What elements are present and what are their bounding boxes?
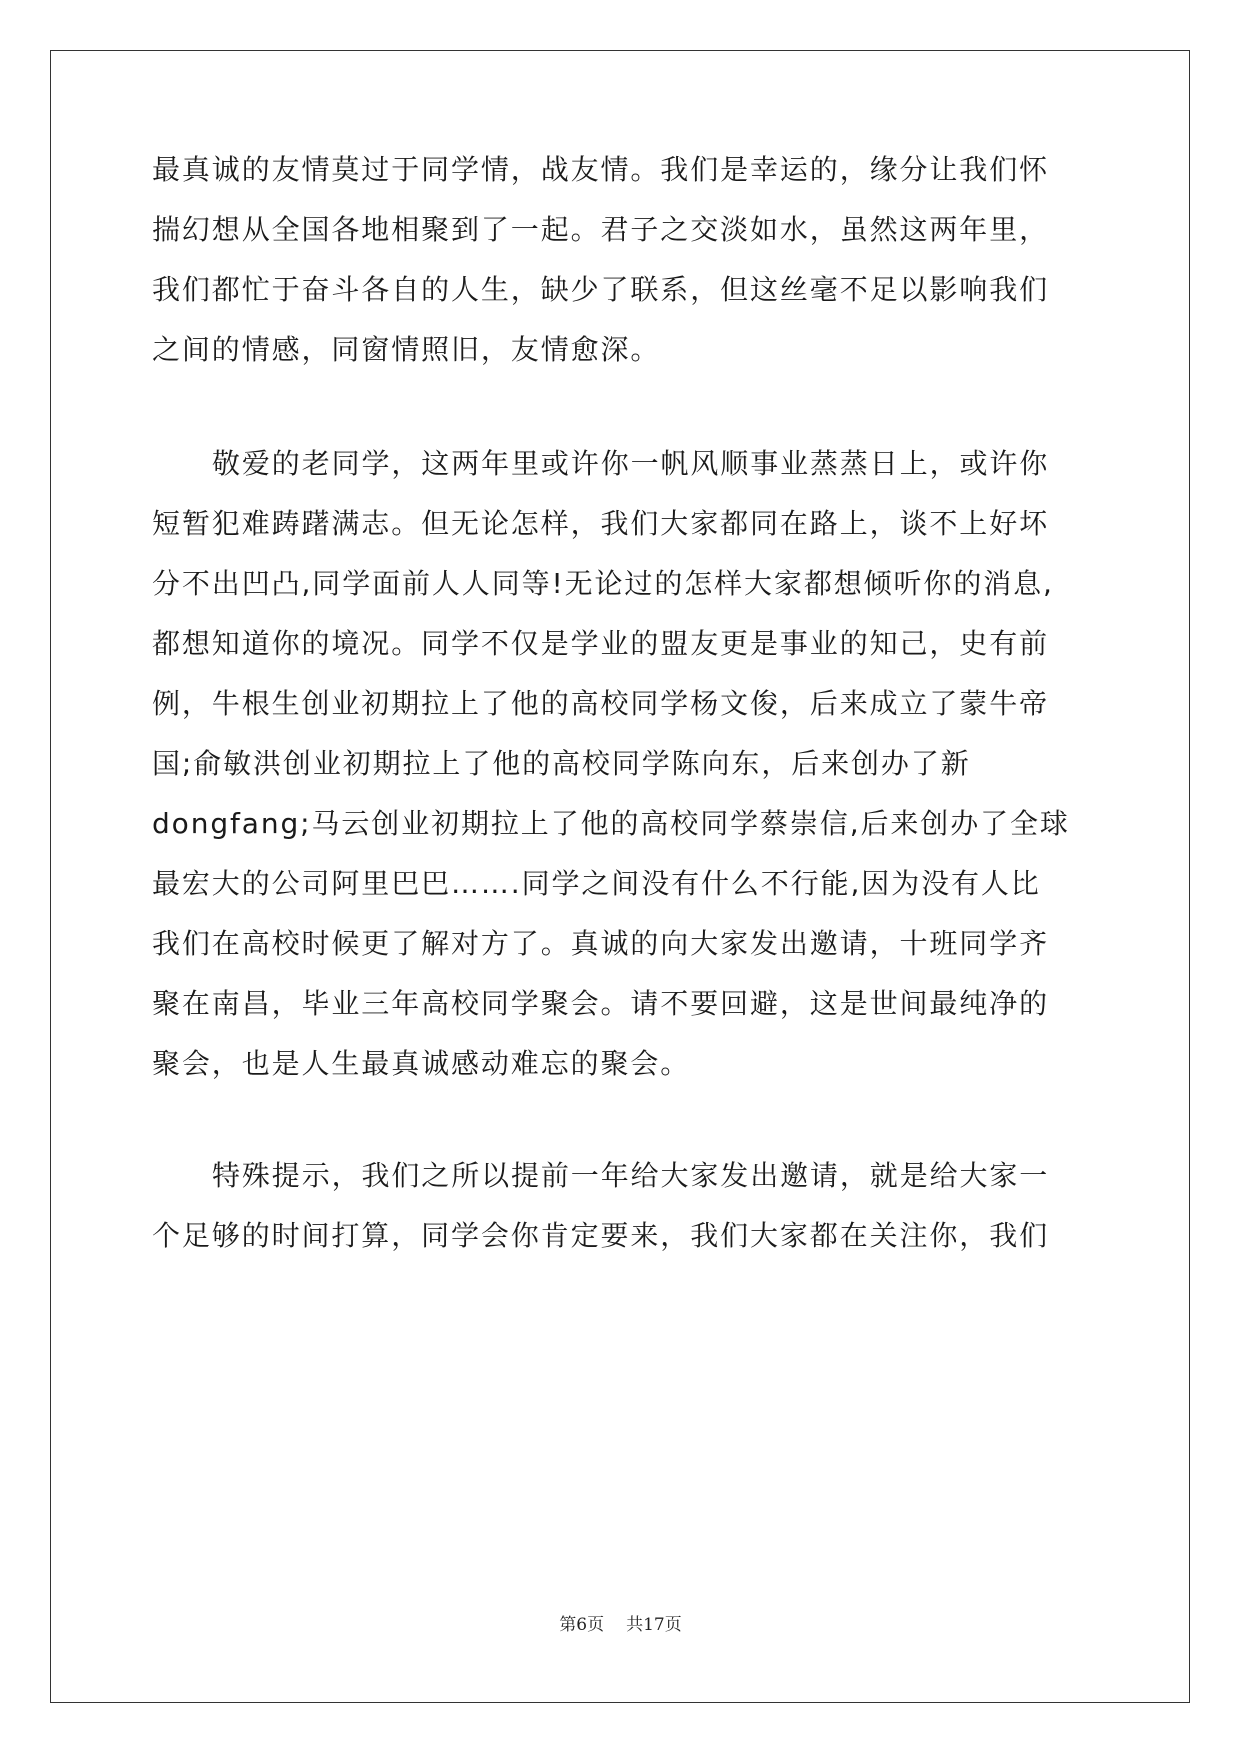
text-line: 最宏大的公司阿里巴巴…….同学之间没有什么不行能,因为没有人比 (152, 867, 1041, 900)
text-line: 敬爱的老同学，这两年里或许你一帆风顺事业蒸蒸日上，或许你 (212, 447, 1050, 480)
page-total: 共17页 (626, 1615, 682, 1635)
text-line: 我们都忙于奋斗各自的人生，缺少了联系，但这丝毫不足以影响我们 (152, 273, 1050, 306)
page-number: 第6页 (559, 1615, 605, 1635)
text-line: 之间的情感，同窗情照旧，友情愈深。 (152, 333, 661, 366)
text-line: 我们在高校时候更了解对方了。真诚的向大家发出邀请，十班同学齐 (152, 927, 1050, 960)
text-line: dongfang;马云创业初期拉上了他的高校同学蔡崇信,后来创办了全球 (152, 807, 1070, 840)
text-line: 聚在南昌，毕业三年高校同学聚会。请不要回避，这是世间最纯净的 (152, 987, 1050, 1020)
text-line: 揣幻想从全国各地相聚到了一起。君子之交淡如水，虽然这两年里， (152, 213, 1050, 246)
text-line: 最真诚的友情莫过于同学情，战友情。我们是幸运的，缘分让我们怀 (152, 153, 1050, 186)
text-line: 例，牛根生创业初期拉上了他的高校同学杨文俊，后来成立了蒙牛帝 (152, 687, 1050, 720)
text-line: 分不出凹凸,同学面前人人同等!无论过的怎样大家都想倾听你的消息, (152, 567, 1054, 600)
text-line: 国;俞敏洪创业初期拉上了他的高校同学陈向东，后来创办了新 (152, 747, 971, 780)
text-line: 聚会，也是人生最真诚感动难忘的聚会。 (152, 1047, 691, 1080)
text-line: 短暂犯难踌躇满志。但无论怎样，我们大家都同在路上，谈不上好坏 (152, 507, 1050, 540)
text-line: 特殊提示，我们之所以提前一年给大家发出邀请，就是给大家一 (212, 1159, 1050, 1192)
page-footer (0, 1613, 1241, 1637)
text-line: 都想知道你的境况。同学不仅是学业的盟友更是事业的知己，史有前 (152, 627, 1050, 660)
text-line: 个足够的时间打算，同学会你肯定要来，我们大家都在关注你，我们 (152, 1219, 1050, 1252)
